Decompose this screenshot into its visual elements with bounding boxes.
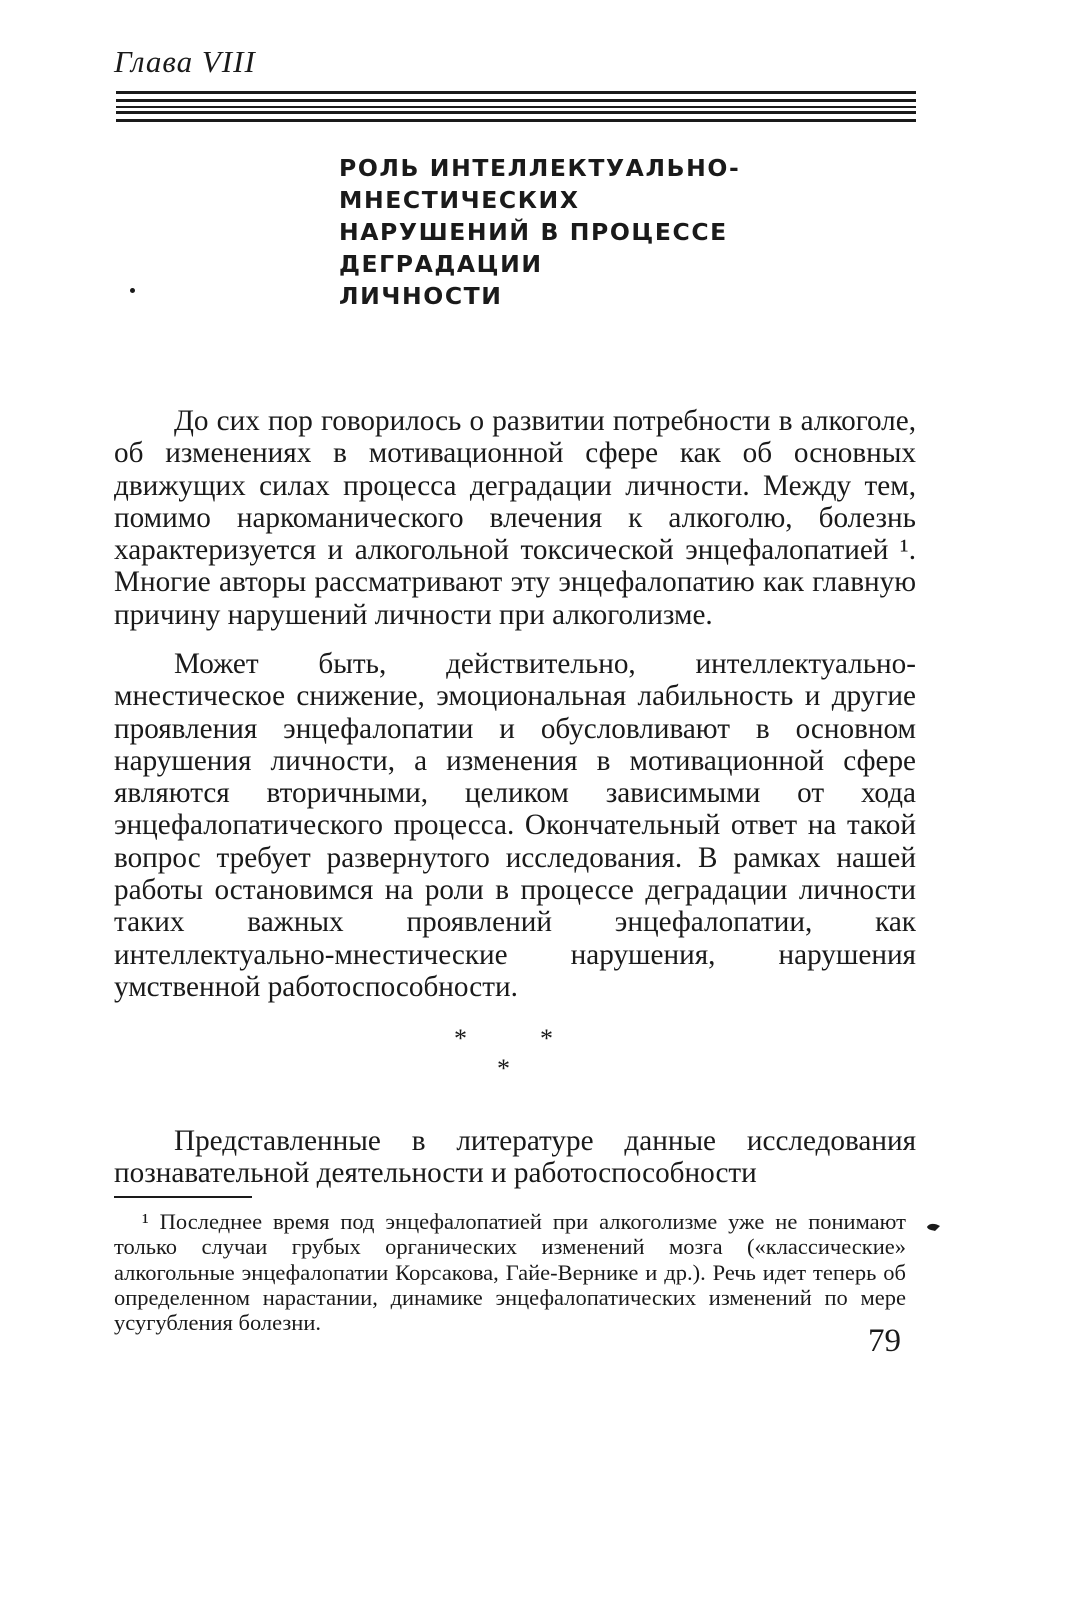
footnote [114,1209,906,1335]
footnote-text: Последнее время под энцефалопатией при алкоголизме уже не понимают только случаи грубых органических изменений мозга («классические» алкогольные энцефалопатии Корсакова, Гайе-Вернике и др.). Речь идет теперь об определенном нарастании, динамике энцефалопатических изменений по мере усугубления болезни. [114,1209,907,1336]
asterisk: * [454,1024,467,1053]
paragraph [114,1125,916,1190]
chapter-title-line: НАРУШЕНИЙ В ПРОЦЕССЕ ДЕГРАДАЦИИ [339,218,728,278]
asterisk: * [497,1054,510,1083]
chapter-title-line: РОЛЬ ИНТЕЛЛЕКТУАЛЬНО-МНЕСТИЧЕСКИХ [339,154,741,214]
footnote-rule [114,1196,252,1198]
asterisk: * [540,1024,553,1053]
margin-mark-icon [926,1222,941,1232]
paragraph-text: Может быть, действительно, интеллектуально-мнестическое снижение, эмоциональная лабильность и другие проявления энцефалопатии и обусловливают в основном нарушения личности, а изменения в мотивационной сфере являются вторичными, целиком зависимыми от хода энцефалопатического процесса. Окончательный ответ на такой вопрос требует развернутого исследования. В рамках нашей работы остановимся на роли в процессе деградации личности таких важных проявлений энцефалопатии, как интеллектуально-мнестические нарушения, нарушения умственной работоспособности. [114,648,916,1003]
section-asterism [440,1024,570,1084]
header-rule [116,91,916,123]
page-number: 79 [868,1323,901,1359]
chapter-title [339,152,929,312]
chapter-label: Глава VIII [114,44,256,79]
print-speck [130,288,135,293]
chapter-title-line: ЛИЧНОСТИ [339,282,503,310]
paragraph [114,405,916,631]
paragraph-text: До сих пор говорилось о развитии потребности в алкоголе, об изменениях в мотивационной сфере как об основных движущих силах процесса деградации личности. Между тем, помимо наркоманического влечения к алкоголю, болезнь характеризуется и алкогольной токсической энцефалопатией ¹. Многие авторы рассматривают эту энцефалопатию как главную причину нарушений личности при алкоголизме. [114,405,916,631]
paragraph [114,648,916,1003]
footnote-marker: ¹ [142,1209,149,1234]
paragraph-text: Представленные в литературе данные исследования познавательной деятельности и работоспособности [114,1125,916,1190]
